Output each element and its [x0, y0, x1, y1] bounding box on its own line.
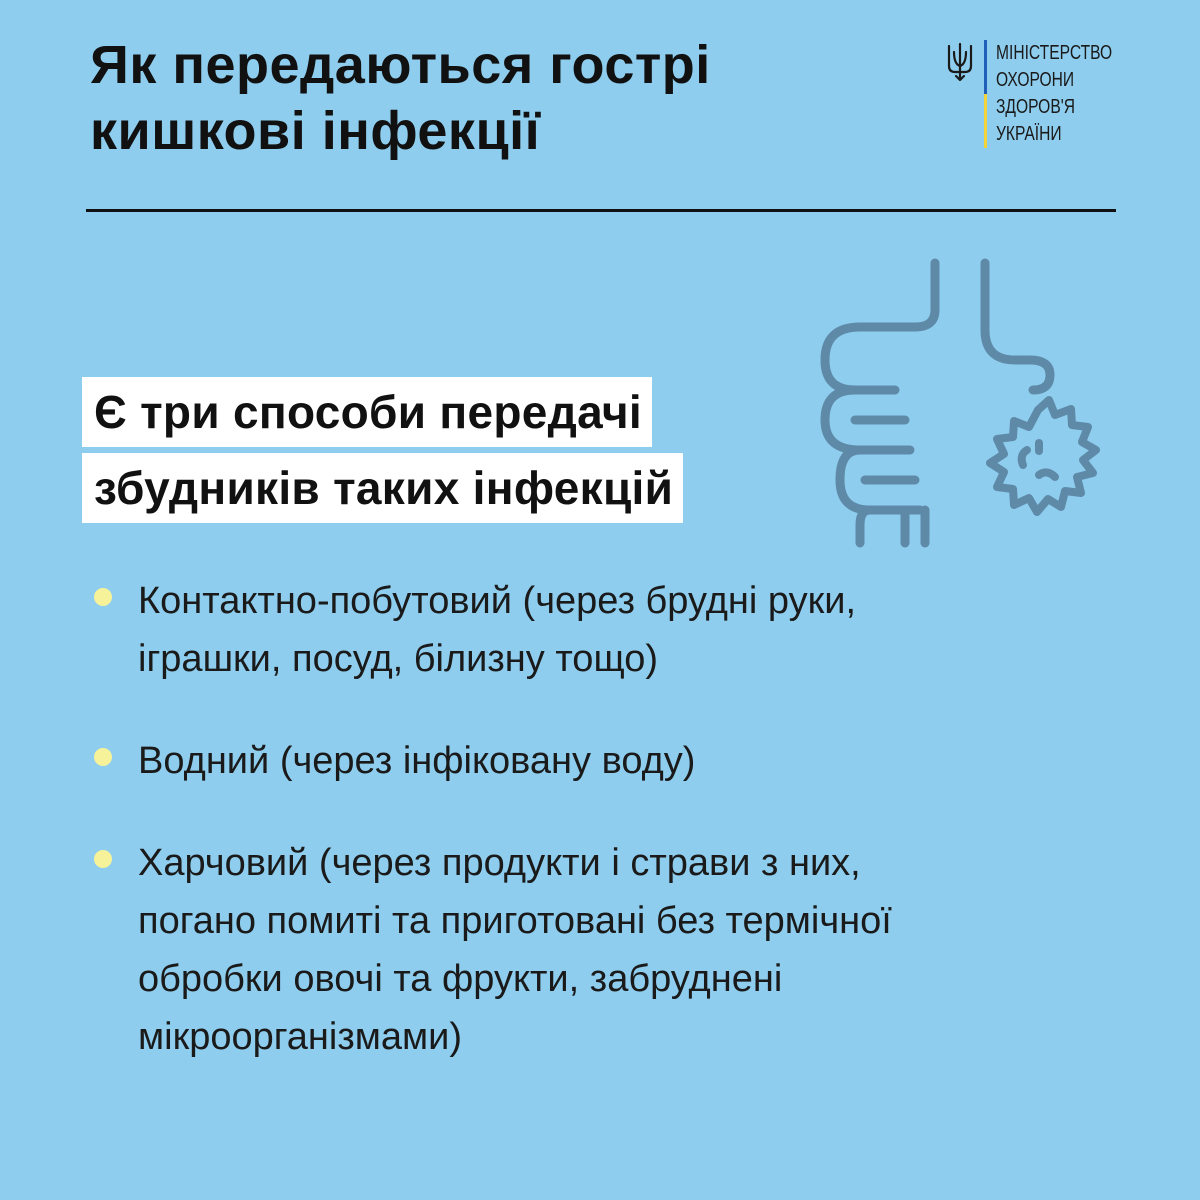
logo-text: [996, 40, 1145, 148]
bullet-icon: [94, 748, 112, 766]
logo-line: ЗДОРОВ'Я: [996, 96, 1075, 118]
trident-icon: [946, 42, 974, 82]
list-item-text: [138, 572, 1142, 688]
list-item: [92, 834, 1142, 1066]
list-item: [92, 572, 1142, 688]
bullet-icon: [94, 850, 112, 868]
highlight-heading: [82, 377, 683, 523]
list-item-line: Харчовий (через продукти і страви з них,: [138, 842, 861, 884]
list-item-text: [138, 732, 1142, 790]
list-item-line: іграшки, посуд, білизну тощо): [138, 638, 659, 680]
list-item-line: погано помиті та приготовані без термічної: [138, 900, 892, 942]
list-item-line: Водний (через інфіковану воду): [138, 740, 696, 782]
list-item: [92, 732, 1142, 790]
highlight-line: Є три способи передачі: [82, 377, 652, 447]
header-divider: [86, 209, 1116, 212]
list-item-line: мікроорганізмами): [138, 1016, 463, 1058]
logo-line: МІНІСТЕРСТВО: [996, 42, 1113, 64]
transmission-ways-list: [92, 572, 1142, 1110]
logo-yellow-bar: [984, 94, 987, 148]
title-line: Як передаються гострі: [90, 35, 711, 95]
list-item-line: обробки овочі та фрукти, забруднені: [138, 958, 783, 1000]
logo-line: УКРАЇНИ: [996, 123, 1062, 145]
bullet-icon: [94, 588, 112, 606]
intestine-with-germ-icon: [815, 255, 1115, 555]
highlight-line: збудників таких інфекцій: [82, 453, 683, 523]
logo-blue-bar: [984, 40, 987, 94]
title-line: кишкові інфекції: [90, 101, 541, 161]
logo-line: ОХОРОНИ: [996, 69, 1075, 91]
page-title: [90, 32, 810, 164]
list-item-line: Контактно-побутовий (через брудні руки,: [138, 580, 857, 622]
list-item-text: [138, 834, 1142, 1066]
